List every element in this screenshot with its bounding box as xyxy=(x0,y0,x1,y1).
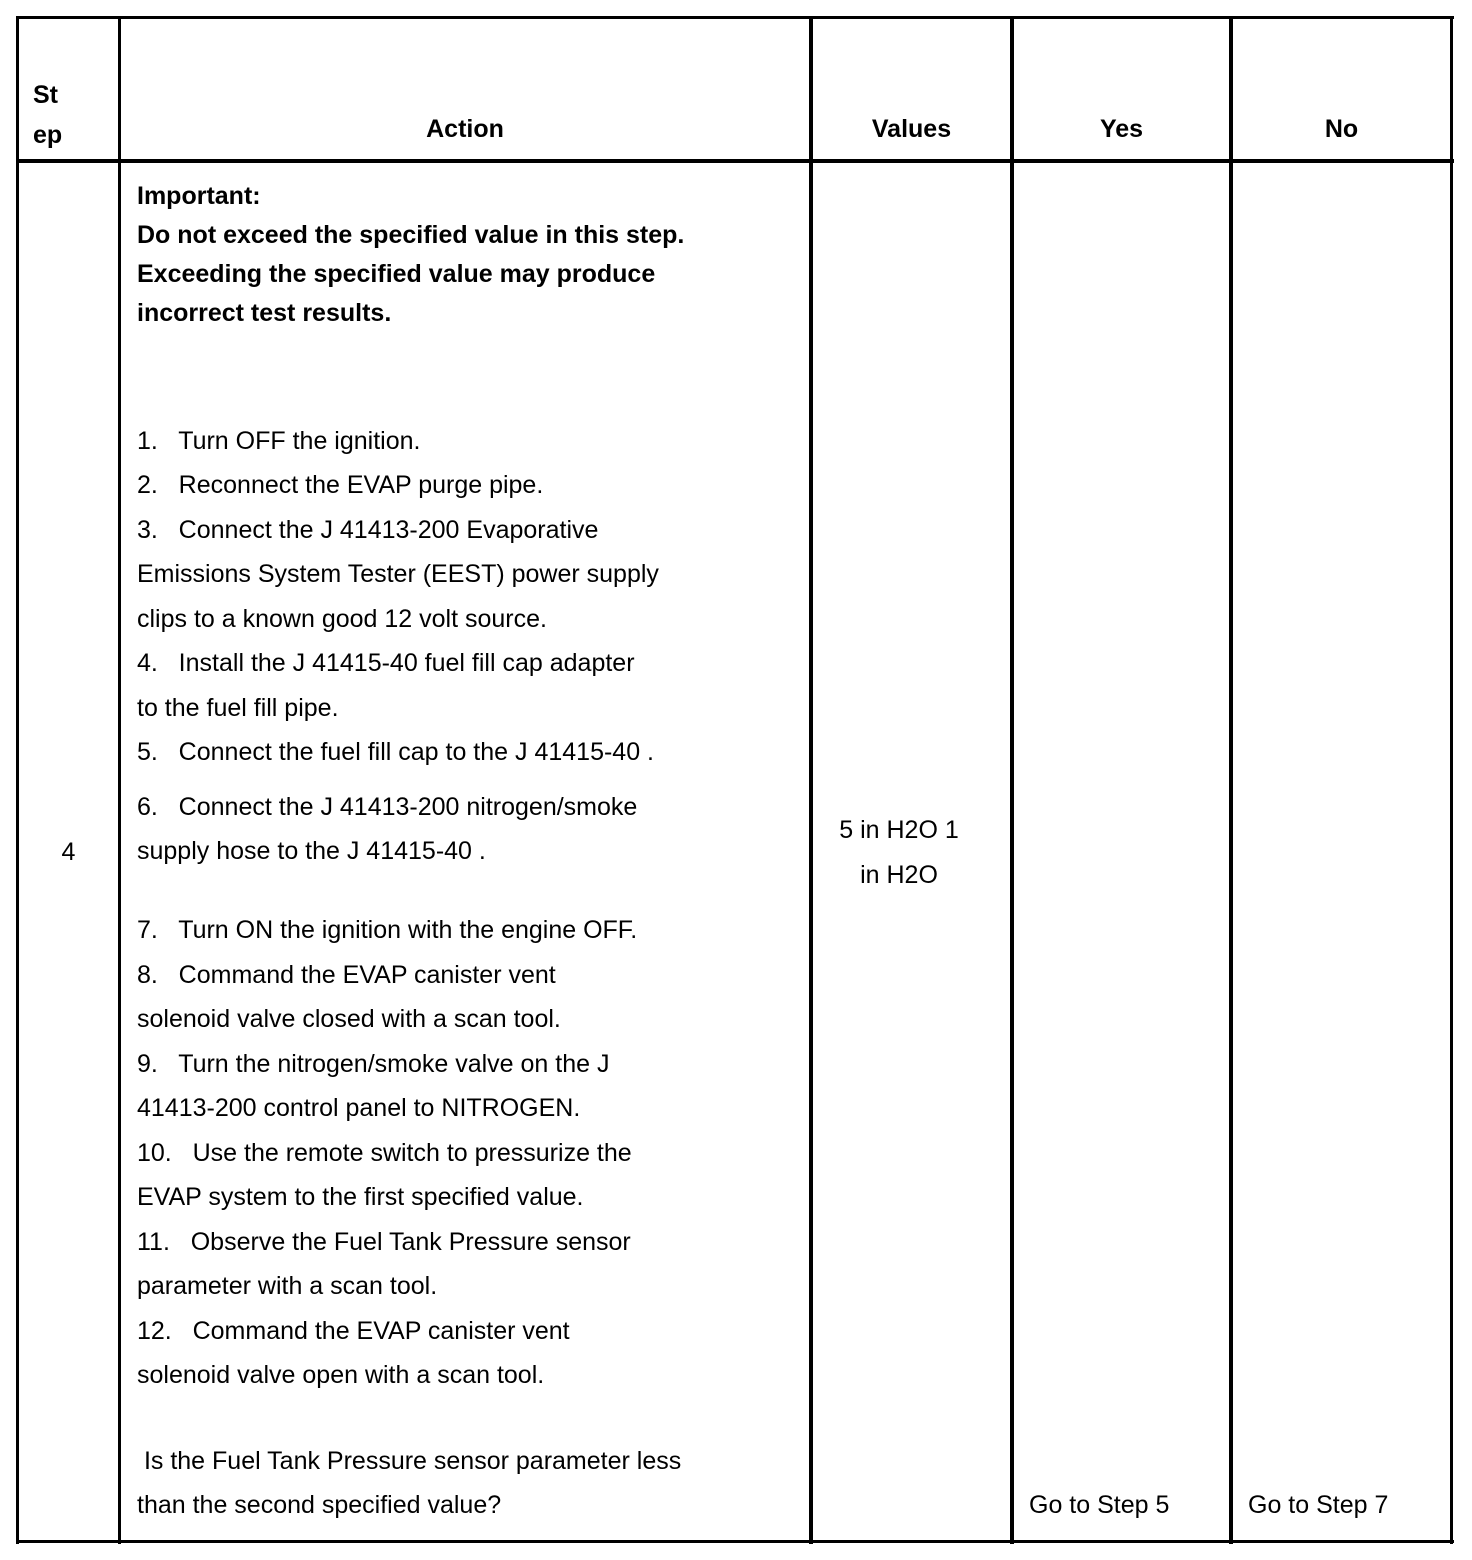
action-line: 5. Connect the fuel fill cap to the J 41415-40 . xyxy=(137,738,654,766)
header-yes: Yes xyxy=(1099,115,1144,143)
no-cell: Go to Step 7 xyxy=(1248,1491,1389,1519)
table-border-right xyxy=(1450,16,1453,1544)
action-line: solenoid valve closed with a scan tool. xyxy=(137,1005,561,1033)
values-cell xyxy=(813,808,985,897)
action-steps xyxy=(137,0,807,1540)
action-line: 9. Turn the nitrogen/smoke valve on the J xyxy=(137,1050,610,1078)
header-step-line2: ep xyxy=(33,121,63,149)
table-border-bottom xyxy=(16,1540,1454,1543)
action-line: 8. Command the EVAP canister vent xyxy=(137,961,556,989)
question-line: than the second specified value? xyxy=(137,1491,502,1519)
action-line: to the fuel fill pipe. xyxy=(137,694,339,722)
question-line: Is the Fuel Tank Pressure sensor parameter less xyxy=(137,1447,682,1475)
step-number: 4 xyxy=(61,838,76,866)
header-values: Values xyxy=(871,115,952,143)
action-line: 6. Connect the J 41413-200 nitrogen/smoke xyxy=(137,793,638,821)
important-line: incorrect test results. xyxy=(137,299,392,327)
important-line: Exceeding the specified value may produce xyxy=(137,260,656,288)
action-line: 4. Install the J 41415-40 fuel fill cap adapter xyxy=(137,649,635,677)
action-line: solenoid valve open with a scan tool. xyxy=(137,1361,545,1389)
action-line: parameter with a scan tool. xyxy=(137,1272,438,1300)
header-step xyxy=(33,75,62,155)
column-divider-step xyxy=(118,16,121,1544)
action-line: clips to a known good 12 volt source. xyxy=(137,605,547,633)
important-line: Do not exceed the specified value in this step. xyxy=(137,221,685,249)
action-line: Emissions System Tester (EEST) power supply xyxy=(137,560,659,588)
action-line: 2. Reconnect the EVAP purge pipe. xyxy=(137,471,544,499)
action-line: 1. Turn OFF the ignition. xyxy=(137,427,421,455)
yes-cell: Go to Step 5 xyxy=(1029,1491,1170,1519)
action-line: EVAP system to the first specified value. xyxy=(137,1183,584,1211)
important-title: Important: xyxy=(137,182,261,210)
action-line: 41413-200 control panel to NITROGEN. xyxy=(137,1094,581,1122)
values-line: in H2O xyxy=(860,860,938,889)
column-divider-yes xyxy=(1229,16,1233,1544)
action-line: 12. Command the EVAP canister vent xyxy=(137,1317,570,1345)
action-line: 11. Observe the Fuel Tank Pressure sensor xyxy=(137,1228,631,1256)
header-step-line1: St xyxy=(33,81,58,109)
action-line: 7. Turn ON the ignition with the engine OFF. xyxy=(137,916,638,944)
action-line: supply hose to the J 41415-40 . xyxy=(137,837,486,865)
action-line: 10. Use the remote switch to pressurize the xyxy=(137,1139,632,1167)
table-border-left xyxy=(16,16,19,1544)
values-line: 5 in H2O 1 xyxy=(839,816,959,844)
header-action: Action xyxy=(426,115,504,143)
column-divider-action xyxy=(809,16,813,1544)
column-divider-values xyxy=(1010,16,1014,1544)
header-no: No xyxy=(1324,115,1359,143)
action-line: 3. Connect the J 41413-200 Evaporative xyxy=(137,516,599,544)
